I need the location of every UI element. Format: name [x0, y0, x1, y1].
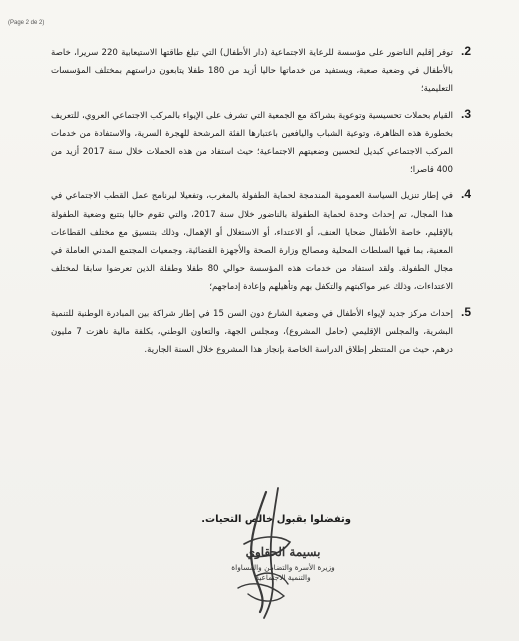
signatory-name: بسيمة الحقاوي: [245, 545, 321, 559]
item-number: 4.: [460, 187, 471, 202]
list-item-2: [51, 44, 471, 99]
item-text: في إطار تنزيل السياسة العمومية المندمجة لحماية الطفولة بالمغرب، وتفعيلا لبرنامج عمل القطب الاجتماعي في هذا المجال، تم إحداث وحدة لحماية الطفولة بالناضور خلال سنة 2017، والتي تقوم حاليا بتتبع وضعية الطفولة بالإقليم، خاصة الأطفال ضحايا العنف، أو الاعتداء، أو الاستغلال أو الإهمال، وذلك بتنسيق مع مختلف القطاعات المعنية، بما فيها السلطات المحلية ومصالح وزارة الصحة والأجهزة القضائية، وجمعيات المجتمع المدني العاملة في مجال الطفولة. ولقد استفاد من خدمات هذه المؤسسة حوالي 80 طفلا وطفلة الذين تعرضوا سابقا لمختلف الاعتداءات، وذلك عبر مواكبتهم والتكفل بهم وتأهيلهم وإعادة إدماجهم؛: [51, 191, 453, 293]
item-text: إحداث مركز جديد لإيواء الأطفال في وضعية الشارع دون السن 15 في إطار شراكة بين المبادرة الوطنية للتنمية البشرية، والمجلس الإقليمي (حامل المشروع)، ومجلس الجهة، والتعاون الوطني، بكلفة مالية ناهزت 7 مليون درهم، حيث من المنتظر إطلاق الدراسة الخاصة بإنجاز هذا المشروع خلال السنة الجارية.: [51, 308, 453, 356]
signatory-title-line: وزيرة الأسرة والتضامن والمساواة: [231, 563, 335, 572]
item-number: 5.: [460, 304, 471, 319]
closing-line: وتفضلوا بقبول خالص التحيات.: [201, 514, 351, 525]
item-number: 2.: [460, 44, 471, 58]
page-number: (Page 2 de 2): [8, 20, 45, 26]
list-item-4: [51, 187, 471, 296]
list-item-3: [51, 107, 471, 180]
item-text: القيام بحملات تحسيسية وتوعوية بشراكة مع الجمعية التي تشرف على الإيواء بالمركب الاجتماعي العروي، للتعريف بخطورة هذه الظاهرة، وتوعية الشباب واليافعين باعتبارها الفئة المرشحة للهجرة السرية، والاستفادة من خدمات المركب الاجتماعي كبديل لتحسين وضعيتهم الاجتماعية؛ حيث استفاد من هذه الحملات خلال سنة 2017 أزيد من 400 قاصرا؛: [51, 110, 453, 176]
list-item-5: [51, 305, 471, 360]
numbered-list: [51, 44, 471, 367]
item-number: 3.: [460, 106, 471, 121]
item-text: توفر إقليم الناضور على مؤسسة للرعاية الاجتماعية (دار الأطفال) التي تبلغ طاقتها الاستيعابية 220 سريرا، خاصة بالأطفال في وضعية صعبة، ويستفيد من خدماتها حاليا أزيد من 180 طفلا يتابعون دراستهم بمختلف المؤسسات التعليمية؛: [51, 48, 453, 95]
signatory-title-line: والتنمية الاجتماعية: [255, 573, 311, 582]
official-stamp: [218, 545, 348, 583]
